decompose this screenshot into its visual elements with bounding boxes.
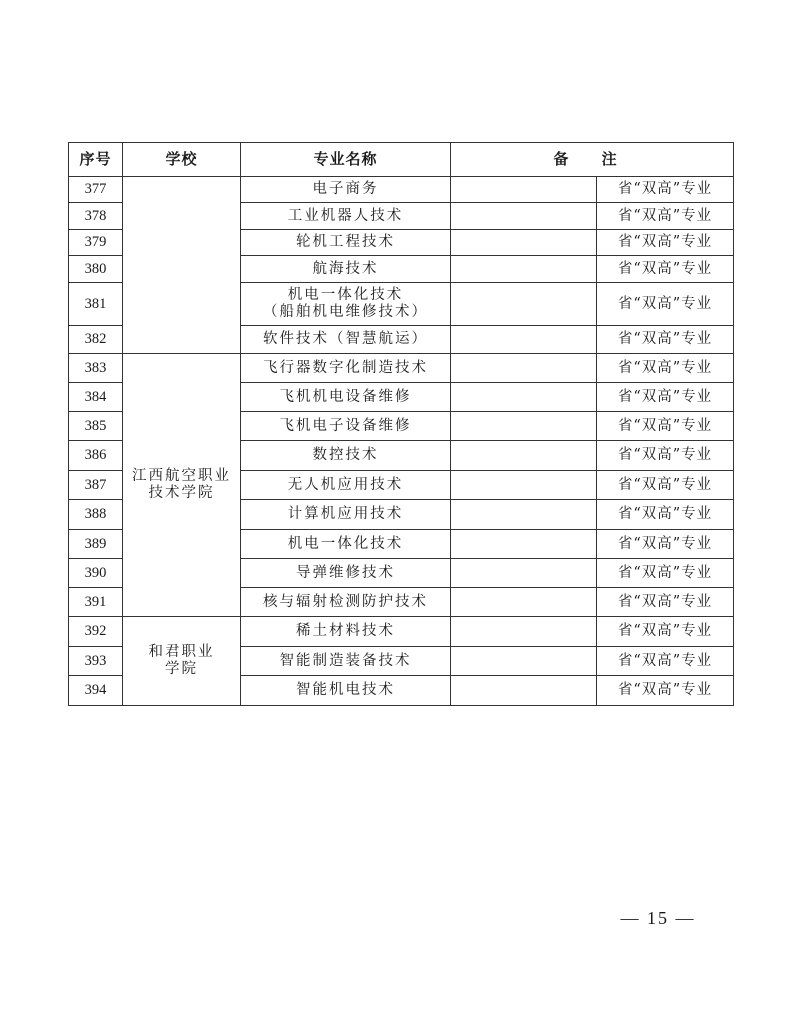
remark-cell: 省“双高”专业 xyxy=(597,676,734,706)
row-number: 380 xyxy=(69,256,123,283)
remark-blank-cell xyxy=(451,530,597,559)
major-name: 航海技术 xyxy=(241,256,451,283)
remark-blank-cell xyxy=(451,283,597,326)
major-name: 工业机器人技术 xyxy=(241,203,451,230)
row-number: 391 xyxy=(69,588,123,617)
header-school: 学校 xyxy=(123,143,241,177)
row-number: 383 xyxy=(69,354,123,383)
remark-blank-cell xyxy=(451,588,597,617)
remark-blank-cell xyxy=(451,203,597,230)
header-major: 专业名称 xyxy=(241,143,451,177)
row-number: 390 xyxy=(69,559,123,588)
major-name: 智能制造装备技术 xyxy=(241,647,451,676)
remark-cell: 省“双高”专业 xyxy=(597,588,734,617)
remark-cell: 省“双高”专业 xyxy=(597,412,734,441)
remark-cell: 省“双高”专业 xyxy=(597,354,734,383)
row-number: 392 xyxy=(69,617,123,647)
major-name: 智能机电技术 xyxy=(241,676,451,706)
remark-blank-cell xyxy=(451,256,597,283)
table-row xyxy=(69,177,734,203)
remark-blank-cell xyxy=(451,326,597,354)
remark-cell: 省“双高”专业 xyxy=(597,230,734,256)
major-name: 飞机机电设备维修 xyxy=(241,383,451,412)
major-name: 核与辐射检测防护技术 xyxy=(241,588,451,617)
remark-blank-cell xyxy=(451,177,597,203)
remark-blank-cell xyxy=(451,354,597,383)
header-no: 序号 xyxy=(69,143,123,177)
remark-cell: 省“双高”专业 xyxy=(597,256,734,283)
row-number: 381 xyxy=(69,283,123,326)
major-name: 电子商务 xyxy=(241,177,451,203)
major-name: 飞机电子设备维修 xyxy=(241,412,451,441)
major-list-table xyxy=(68,142,734,706)
remark-blank-cell xyxy=(451,617,597,647)
remark-cell: 省“双高”专业 xyxy=(597,441,734,471)
row-number: 384 xyxy=(69,383,123,412)
major-name: 导弹维修技术 xyxy=(241,559,451,588)
table-row xyxy=(69,354,734,383)
remark-cell: 省“双高”专业 xyxy=(597,559,734,588)
major-name: 无人机应用技术 xyxy=(241,471,451,500)
remark-cell: 省“双高”专业 xyxy=(597,617,734,647)
major-name: 数控技术 xyxy=(241,441,451,471)
remark-blank-cell xyxy=(451,383,597,412)
major-name: 轮机工程技术 xyxy=(241,230,451,256)
major-name: 机电一体化技术 （船舶机电维修技术） xyxy=(241,283,451,326)
row-number: 386 xyxy=(69,441,123,471)
major-name: 飞行器数字化制造技术 xyxy=(241,354,451,383)
row-number: 387 xyxy=(69,471,123,500)
header-remark: 备 注 xyxy=(451,143,734,177)
major-name: 软件技术（智慧航运） xyxy=(241,326,451,354)
school-cell: 江西航空职业 技术学院 xyxy=(123,354,241,617)
major-name: 稀土材料技术 xyxy=(241,617,451,647)
remark-blank-cell xyxy=(451,412,597,441)
remark-blank-cell xyxy=(451,230,597,256)
remark-cell: 省“双高”专业 xyxy=(597,383,734,412)
row-number: 388 xyxy=(69,500,123,530)
row-number: 382 xyxy=(69,326,123,354)
school-cell xyxy=(123,177,241,354)
table-body xyxy=(69,177,734,706)
school-cell: 和君职业 学院 xyxy=(123,617,241,706)
remark-blank-cell xyxy=(451,676,597,706)
major-name: 机电一体化技术 xyxy=(241,530,451,559)
row-number: 394 xyxy=(69,676,123,706)
remark-cell: 省“双高”专业 xyxy=(597,177,734,203)
remark-blank-cell xyxy=(451,647,597,676)
row-number: 385 xyxy=(69,412,123,441)
remark-cell: 省“双高”专业 xyxy=(597,283,734,326)
remark-cell: 省“双高”专业 xyxy=(597,647,734,676)
remark-cell: 省“双高”专业 xyxy=(597,500,734,530)
remark-cell: 省“双高”专业 xyxy=(597,471,734,500)
row-number: 393 xyxy=(69,647,123,676)
remark-blank-cell xyxy=(451,500,597,530)
page-number: — 15 — xyxy=(620,908,696,928)
remark-cell: 省“双高”专业 xyxy=(597,326,734,354)
table-row xyxy=(69,617,734,647)
remark-blank-cell xyxy=(451,559,597,588)
row-number: 378 xyxy=(69,203,123,230)
remark-cell: 省“双高”专业 xyxy=(597,203,734,230)
row-number: 377 xyxy=(69,177,123,203)
remark-cell: 省“双高”专业 xyxy=(597,530,734,559)
major-name: 计算机应用技术 xyxy=(241,500,451,530)
row-number: 389 xyxy=(69,530,123,559)
remark-blank-cell xyxy=(451,441,597,471)
row-number: 379 xyxy=(69,230,123,256)
table-header-row xyxy=(69,143,734,177)
remark-blank-cell xyxy=(451,471,597,500)
